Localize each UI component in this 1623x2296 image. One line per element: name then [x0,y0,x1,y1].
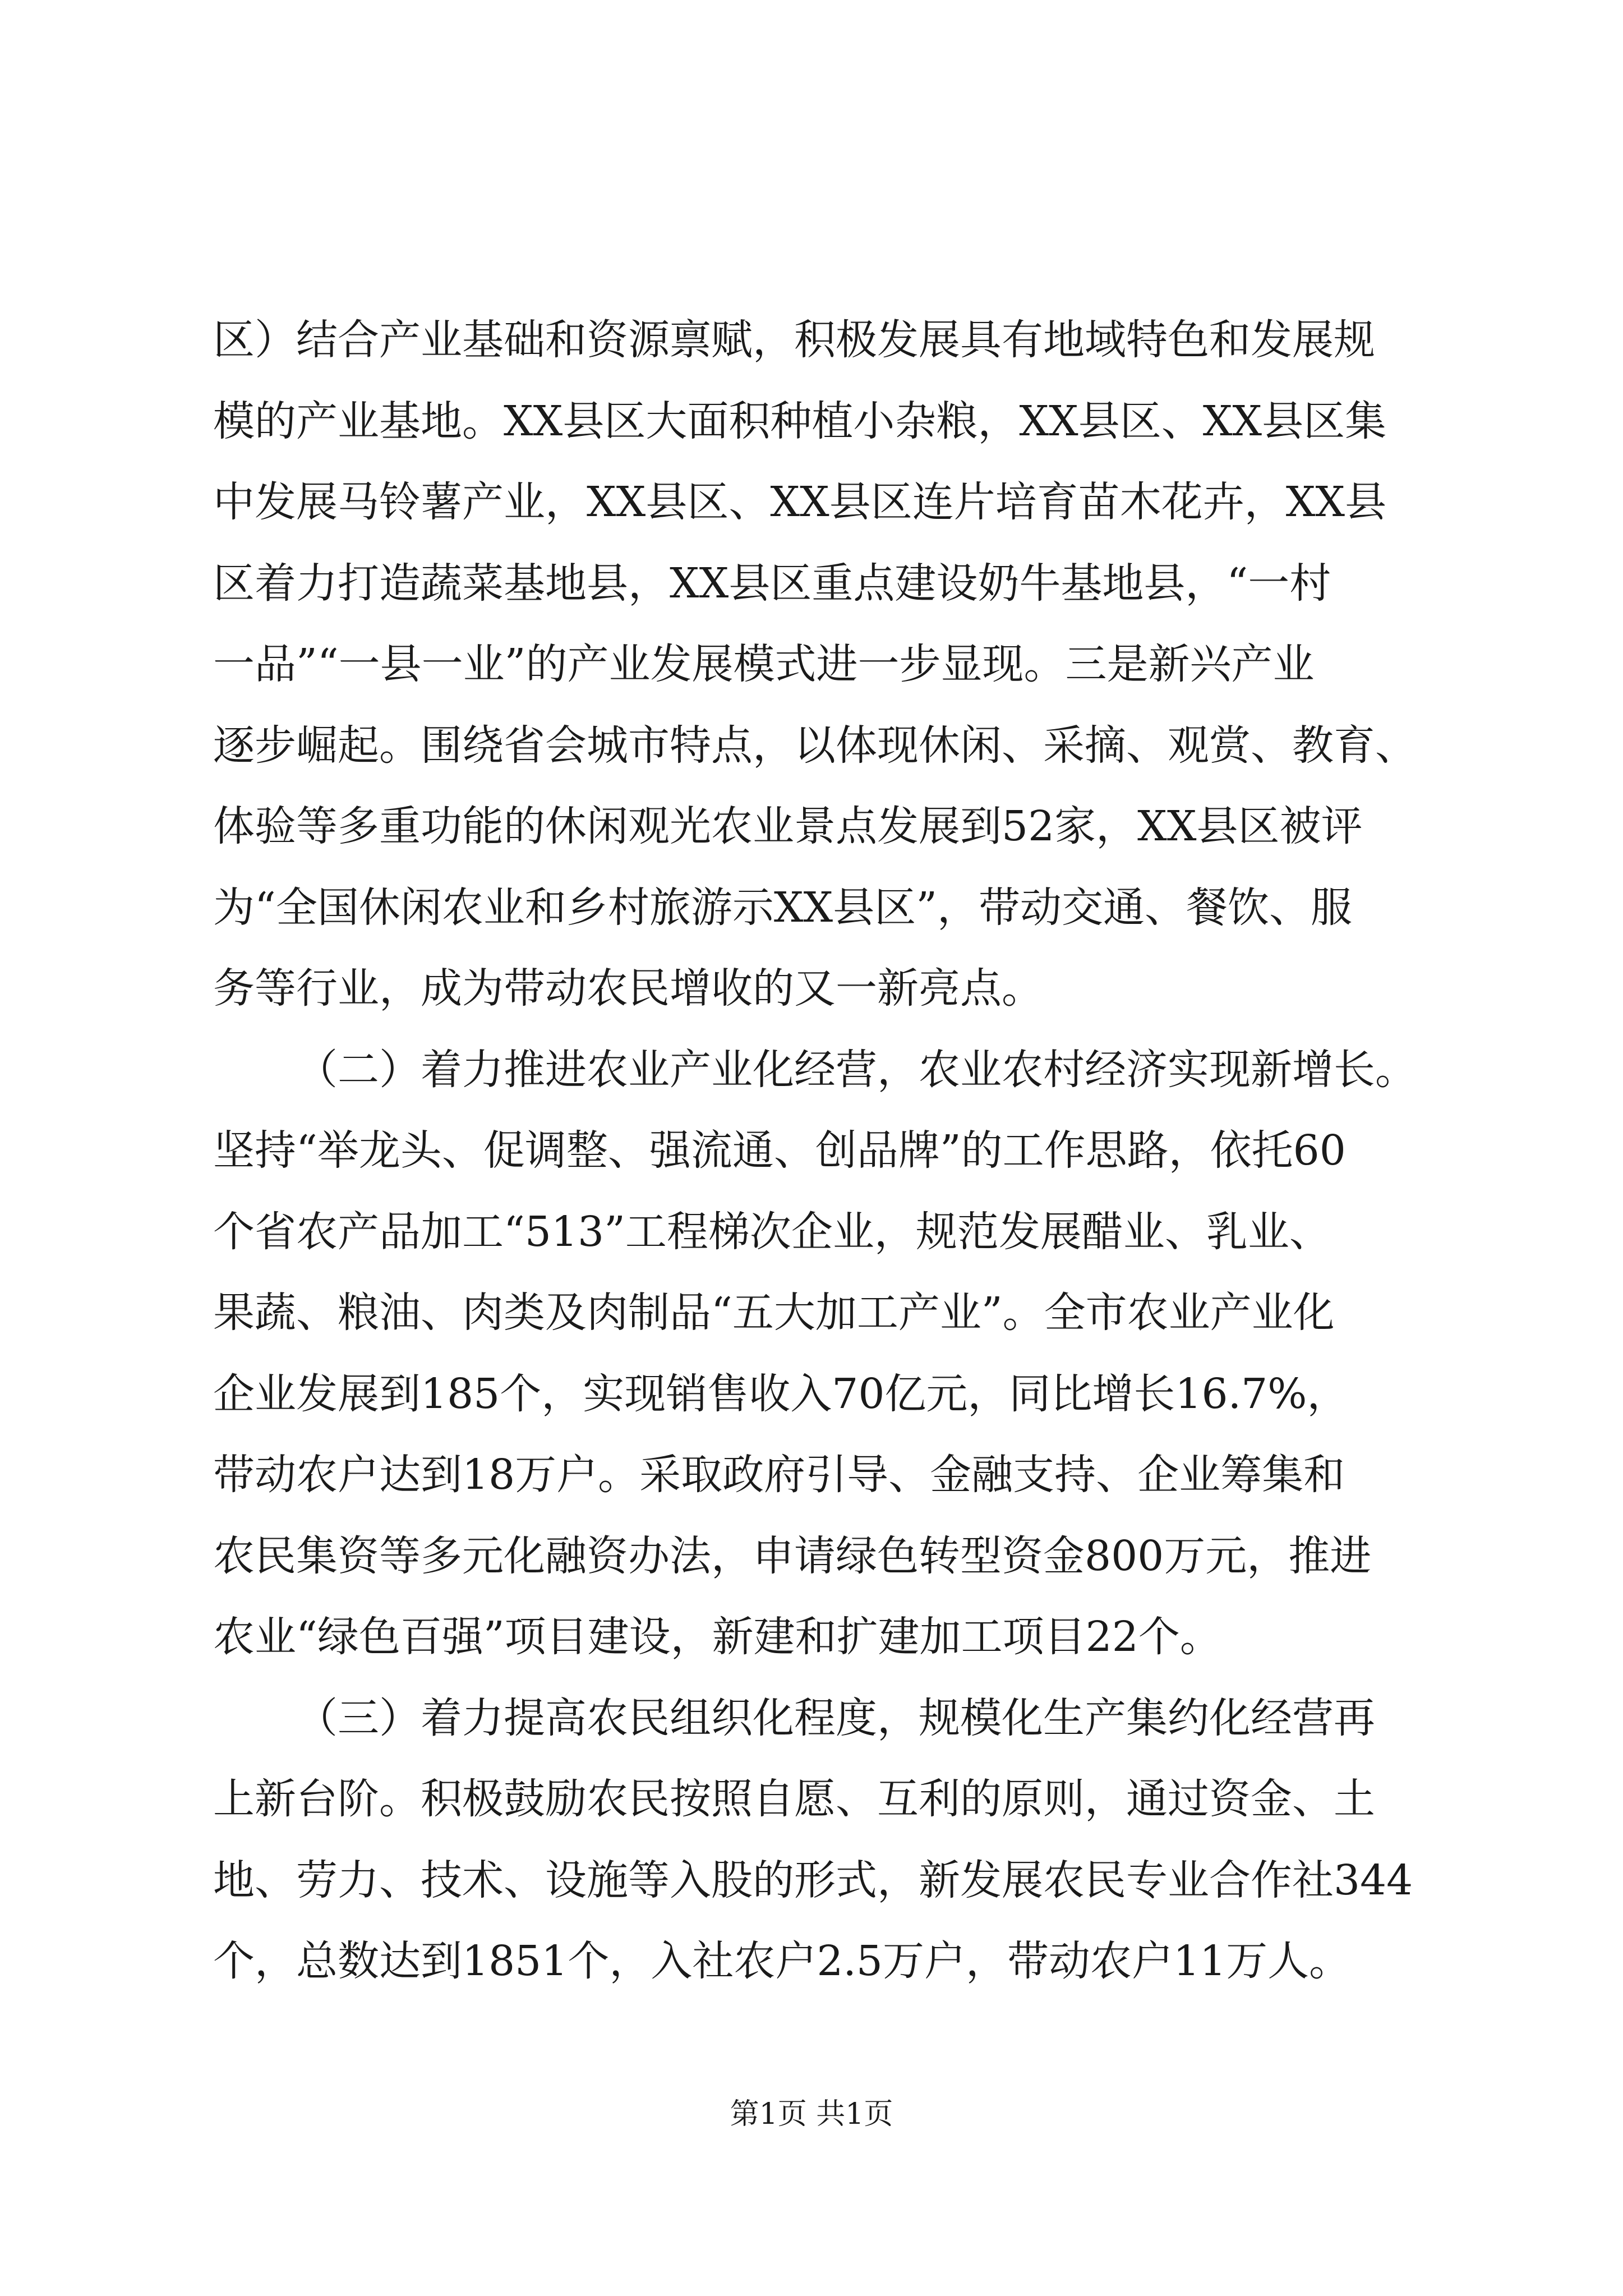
text-line: 模的产业基地。XX县区大面积种植小杂粮，XX县区、XX县区集 [213,397,1387,445]
text-line: 上新台阶。积极鼓励农民按照自愿、互利的原则，通过资金、土 [213,1775,1375,1823]
text-line: 区）结合产业基础和资源禀赋，积极发展具有地域特色和发展规 [213,316,1375,364]
text-line: 农业“绿色百强”项目建设，新建和扩建加工项目22个。 [213,1613,1221,1661]
page-footer: 第1页 共1页 [730,2097,893,2131]
text-line: 体验等多重功能的休闲观光农业景点发展到52家，XX县区被评 [213,802,1363,850]
text-line: 个，总数达到1851个，入社农户2.5万户，带动农户11万人。 [213,1937,1351,1985]
document-body [213,300,1417,2002]
text-line: 逐步崛起。围绕省会城市特点，以体现休闲、采摘、观赏、教育、 [213,721,1417,770]
text-line: 果蔬、粮油、肉类及肉制品“五大加工产业”。全市农业产业化 [213,1289,1335,1337]
paragraph-heading-line: （三）着力提高农民组织化程度，规模化生产集约化经营再 [296,1694,1375,1742]
text-line: 带动农户达到18万户。采取政府引导、金融支持、企业筹集和 [213,1451,1345,1499]
text-line: 为“全国休闲农业和乡村旅游示XX县区”，带动交通、餐饮、服 [213,883,1353,932]
paragraph-heading-line: （二）着力推进农业产业化经营，农业农村经济实现新增长。 [296,1045,1417,1094]
text-line: 坚持“举龙头、促调整、强流通、创品牌”的工作思路，依托60 [213,1126,1346,1175]
text-line: 企业发展到185个，实现销售收入70亿元，同比增长16.7%， [213,1369,1349,1418]
text-line: 务等行业，成为带动农民增收的又一新亮点。 [213,964,1043,1013]
text-line: 一品”“一县一业”的产业发展模式进一步显现。三是新兴产业 [213,640,1315,688]
text-line: 个省农产品加工“513”工程梯次企业，规范发展醋业、乳业、 [213,1207,1331,1256]
text-line: 区着力打造蔬菜基地县，XX县区重点建设奶牛基地县，“一村 [213,559,1331,608]
text-line: 地、劳力、技术、设施等入股的形式，新发展农民专业合作社344 [213,1856,1413,1904]
text-line: 中发展马铃薯产业，XX县区、XX县区连片培育苗木花卉，XX县 [213,478,1387,526]
text-line: 农民集资等多元化融资办法，申请绿色转型资金800万元，推进 [213,1531,1372,1580]
